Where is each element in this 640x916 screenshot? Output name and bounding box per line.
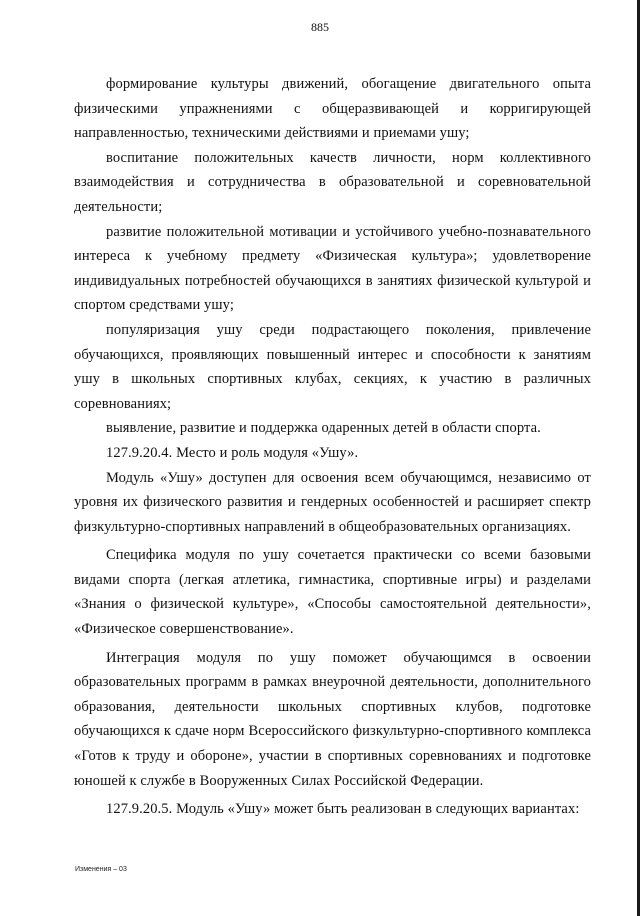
paragraph-goal-personal-qualities: воспитание положительных качеств личности, норм коллективного взаимодействия и сотрудничества в образовательной и соревновательной деятельности;: [74, 149, 591, 215]
page-number: 885: [311, 20, 329, 34]
paragraph-module-specifics: Специфика модуля по ушу сочетается практически со всеми базовыми видами спорта (легкая атлетика, гимнастика, спортивные игры) и разделами «Знания о физической культуре», «Способы самостоятельной деятельности», «Физическое совершенствование».: [74, 547, 591, 638]
section-heading-implementation-variants: 127.9.20.5. Модуль «Ушу» может быть реализован в следующих вариантах:: [106, 801, 580, 818]
paragraph-goal-gifted-children: выявление, развитие и поддержка одаренных детей в области спорта.: [106, 420, 541, 437]
paragraph-goal-popularization: популяризация ушу среди подрастающего поколения, привлечение обучающихся, проявляющих повышенный интерес и способности к занятиям ушу в школьных спортивных клубах, секциях, к участию в различных соревнованиях;: [74, 321, 591, 412]
paragraph-module-availability: Модуль «Ушу» доступен для освоения всем обучающимся, независимо от уровня их физического развития и гендерных особенностей и расширяет спектр физкультурно-спортивных направлений в общеобразовательных организациях.: [74, 469, 591, 535]
paragraph-goal-motivation: развитие положительной мотивации и устойчивого учебно-познавательного интереса к учебному предмету «Физическая культура»; удовлетворение индивидуальных потребностей обучающихся в занятиях физической культурой и спортом средствами ушу;: [74, 223, 591, 314]
section-heading-place-and-role: 127.9.20.4. Место и роль модуля «Ушу».: [106, 444, 359, 461]
paragraph-module-integration: Интеграция модуля по ушу поможет обучающимся в освоении образовательных программ в рамках внеурочной деятельности, дополнительного образования, деятельности школьных спортивных клубов, подготовке обучающихся к сдаче норм Всероссийского физкультурно-спортивного комплекса «Готов к труду и обороне», участии в спортивных соревнованиях и подготовке юношей к службе в Вооруженных Силах Российской Федерации.: [74, 649, 591, 789]
paragraph-goal-movement-culture: формирование культуры движений, обогащение двигательного опыта физическими упражнениями с общеразвивающей и корригирующей направленностью, техническими действиями и приемами ушу;: [74, 76, 591, 142]
document-body: [74, 72, 591, 822]
revision-footer: Изменения – 03: [75, 866, 127, 873]
